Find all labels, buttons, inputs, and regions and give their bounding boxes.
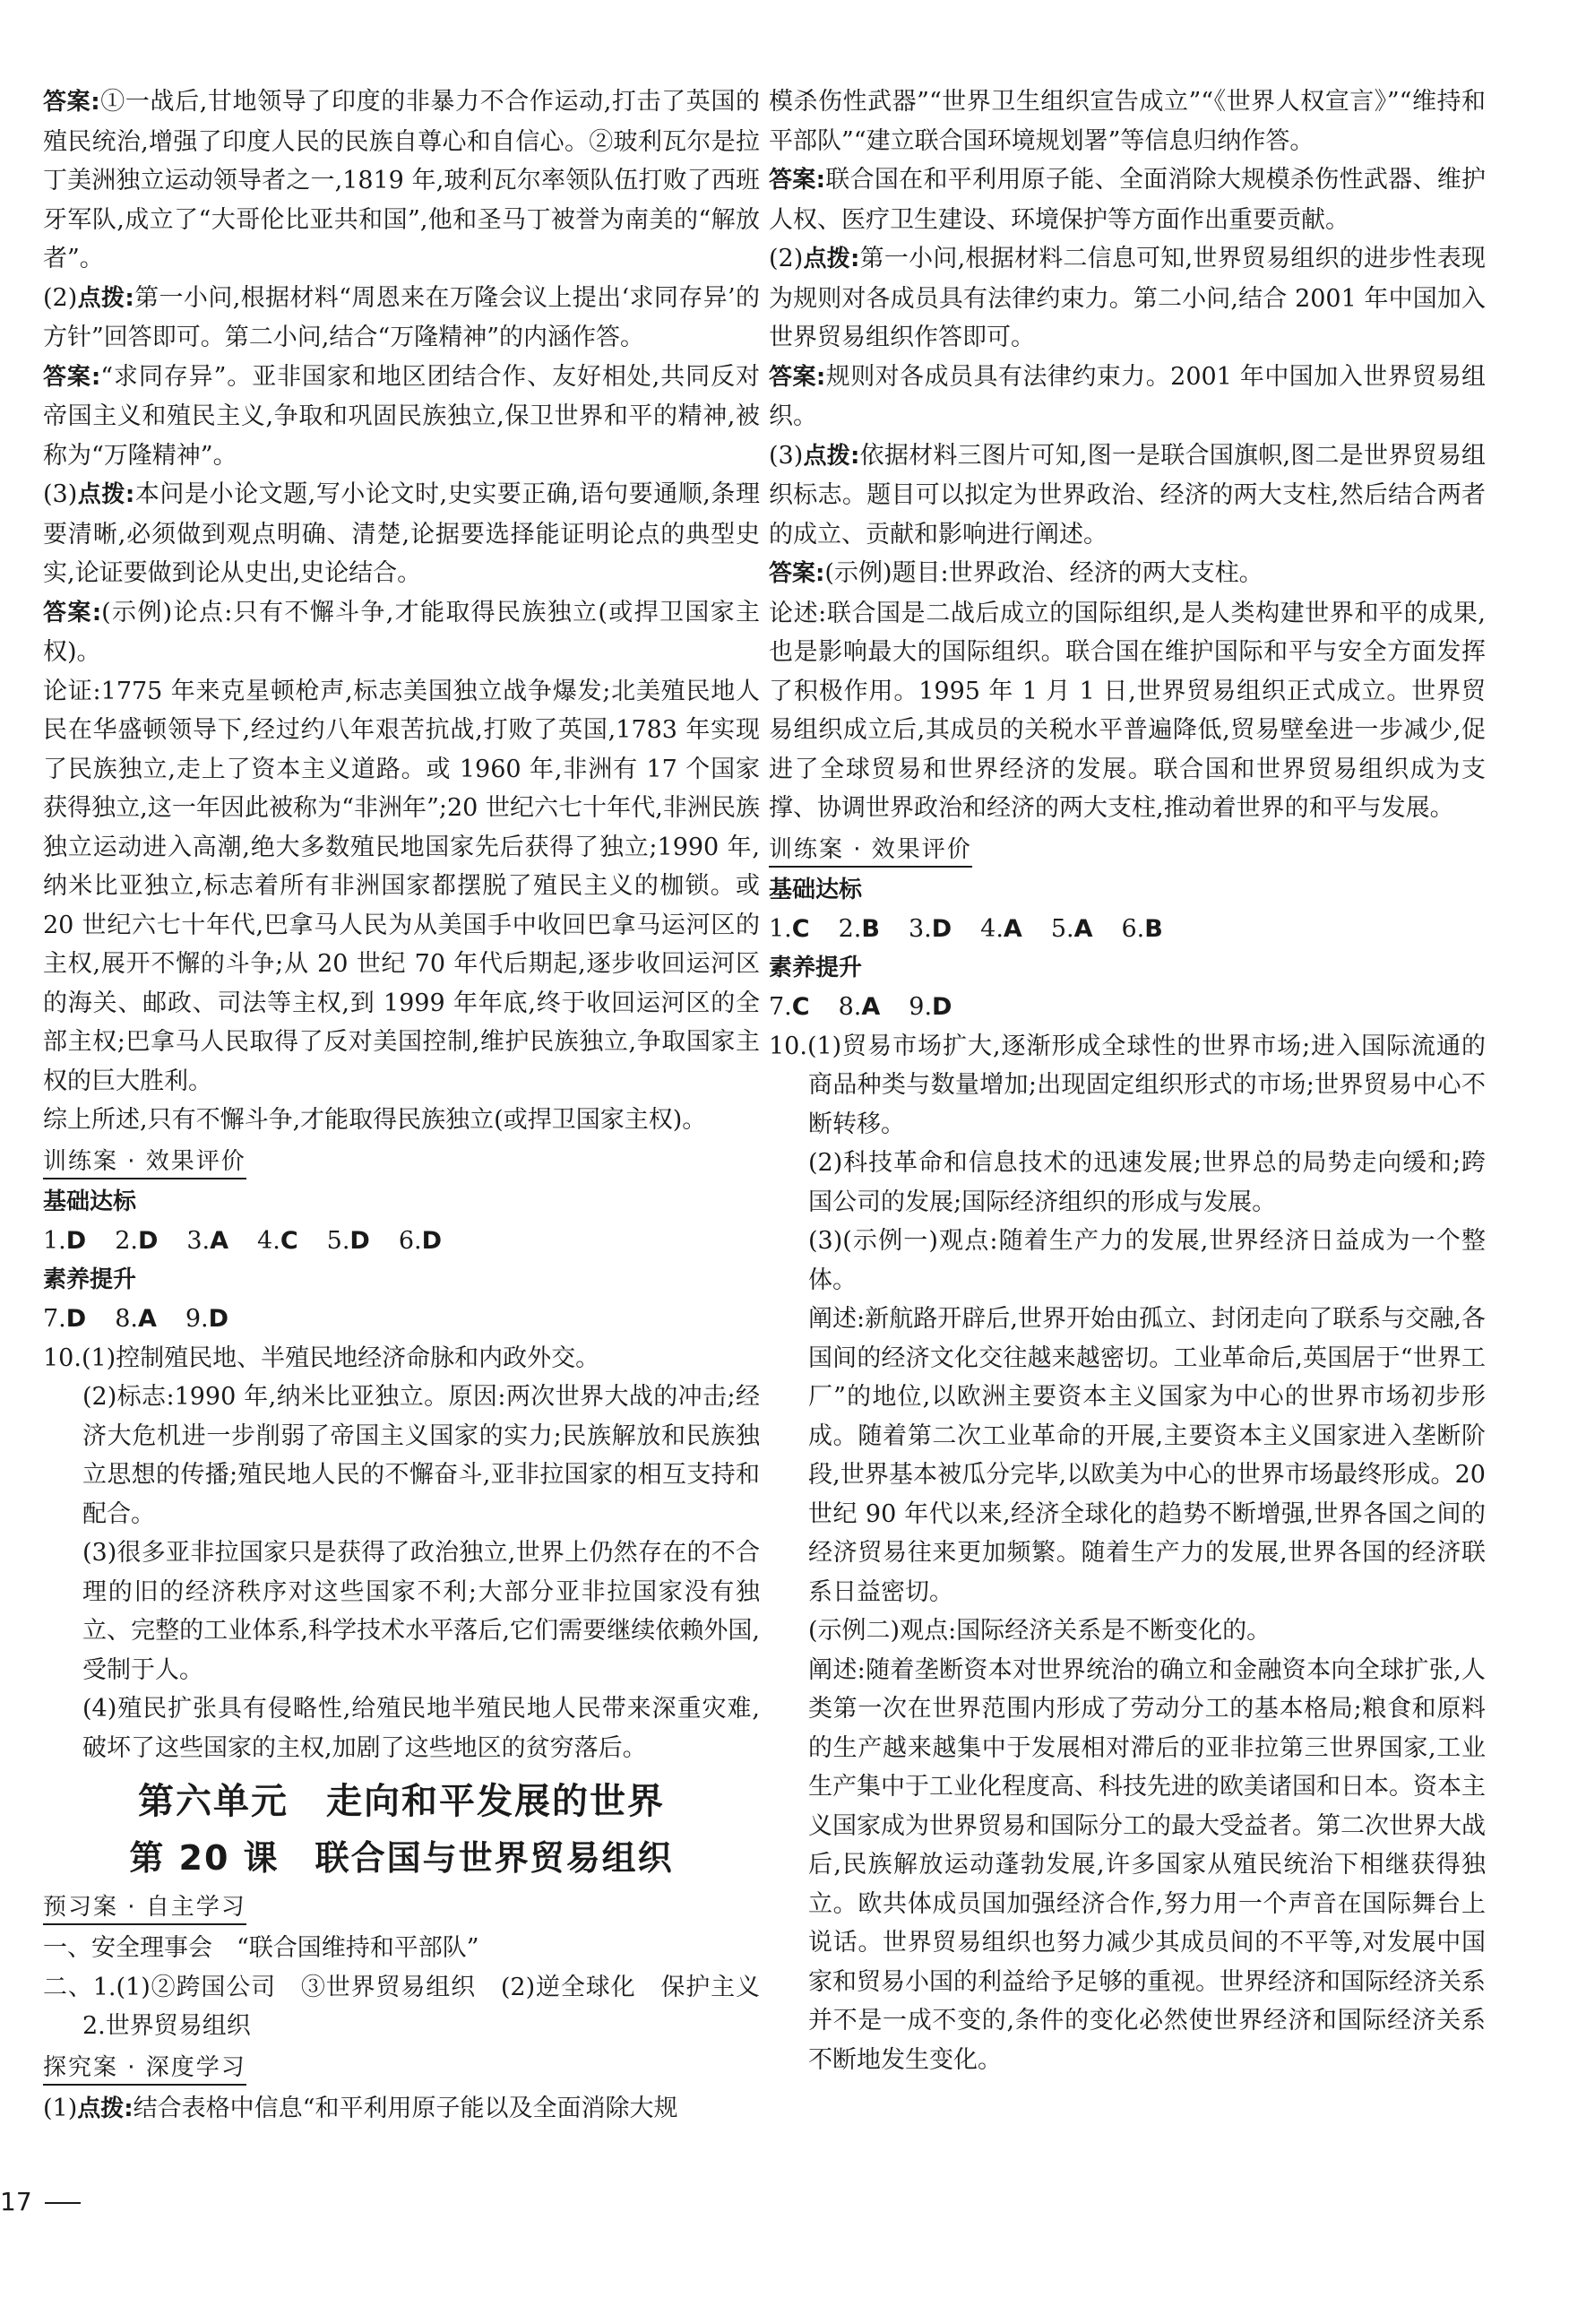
hint-label: 点拨: xyxy=(77,284,134,312)
preview-answer-2: 二、1.(1)②跨国公司 ③世界贸易组织 (2)逆全球化 保护主义 2.世界贸易组织 xyxy=(43,1973,784,2040)
section-tag-explore: 探究案 · 深度学习 xyxy=(43,2052,246,2086)
page-number: 17 xyxy=(0,2187,32,2216)
section-tag-training: 训练案 · 效果评价 xyxy=(43,1145,246,1179)
hint-label: 点拨: xyxy=(77,481,135,508)
section-tag-preview: 预习案 · 自主学习 xyxy=(43,1891,246,1925)
answer-label: 答案: xyxy=(769,560,825,587)
preview-answer-1: 一、安全理事会 “联合国维持和平部队” xyxy=(43,1934,479,1962)
question-10-part-3: (3)(示例一)观点:随着生产力的发展,世界经济日益成为一个整体。 xyxy=(808,1227,1486,1294)
answer-paragraph: 答案:“求同存异”。亚非国家和地区团结合作、友好相处,共同反对帝国主义和殖民主义,争取和巩固民族独立,保卫世界和平的精神,被称为“万隆精神”。 xyxy=(43,362,760,470)
subheading-improve: 素养提升 xyxy=(769,954,863,981)
question-10-part-3-elaboration-1: 阐述:新航路开辟后,世界开始由孤立、封闭走向了联系与交融,各国间的经济文化交往越来越密切。工业革命后,英国居于“世界工厂”的地位,以欧洲主要资本主义国家为中心的世界市场初步形成。随着第二次工业革命的开展,主要资本主义国家进入垄断阶段,世界基本被瓜分完毕,以欧美为中心的世界市场最终形成。20 世纪 90 年代以来,经济全球化的趋势不断增强,世界各国之间的经济贸易往来更加频繁。随着生产力的发展,世界各国的经济联系日益密切。 xyxy=(808,1305,1486,1606)
basic-answers-right: 1.C 2.B 3.D 4.A 5.A 6.B xyxy=(769,915,1163,943)
question-10-part-3-example-2: (示例二)观点:国际经济关系是不断变化的。 xyxy=(808,1617,1271,1645)
question-10-part-3-elaboration-2: 阐述:随着垄断资本对世界统治的确立和金融资本向全球扩张,人类第一次在世界范围内形成了劳动分工的基本格局;粮食和原料的生产越来越集中于发展相对滞后的亚非拉第三世界国家,工业生产集中于工业化程度高、科技先进的欧美诸国和日本。资本主义国家成为世界贸易和国际分工的最大受益者。第二次世界大战后,民族解放运动蓬勃发展,许多国家从殖民统治下相继获得独立。欧共体成员国加强经济合作,努力用一个声音在国际舞台上说话。世界贸易组织也努力减少其成员间的不平等,对发展中国家和贸易小国的利益给予足够的重视。世界经济和国际经济关系并不是一成不变的,条件的变化必然使世界经济和国际经济关系不断地发生变化。 xyxy=(808,1655,1486,2074)
improve-answers-right: 7.C 8.A 9.D xyxy=(769,993,952,1021)
section-tag-training: 训练案 · 效果评价 xyxy=(769,834,972,868)
essay-paragraph: 论述:联合国是二战后成立的国际组织,是人类构建世界和平的成果,也是影响最大的国际组织。联合国在维护国际和平与安全方面发挥了积极作用。1995 年 1 月 1 日,世界贸易组织正式成立。世界贸易组织成立后,其成员的关税水平普遍降低,贸易壁垒进一步减少,促进了全球贸易和世界经济的发展。联合国和世界贸易组织成为支撑、协调世界政治和经济的两大支柱,推动着世界的和平与发展。 xyxy=(769,599,1486,822)
footer-dash xyxy=(45,2202,81,2204)
explore-hint-paragraph: (1)点拨:结合表格中信息“和平利用原子能以及全面消除大规 xyxy=(43,2094,678,2122)
subheading-basic: 基础达标 xyxy=(43,1188,137,1215)
answer-paragraph: 答案:规则对各成员具有法律约束力。2001 年中国加入世界贸易组织。 xyxy=(769,362,1486,430)
basic-answers-left: 1.D 2.D 3.A 4.C 5.D 6.D xyxy=(43,1227,443,1255)
answer-paragraph: 答案:(示例)论点:只有不懈斗争,才能取得民族独立(或捍卫国家主权)。 xyxy=(43,598,760,666)
answer-label: 答案: xyxy=(769,167,825,194)
subheading-improve: 素养提升 xyxy=(43,1266,137,1293)
unit-title: 第六单元 走向和平发展的世界 xyxy=(138,1781,665,1822)
hint-paragraph: (2)点拨:第一小问,根据材料“周恩来在万隆会议上提出‘求同存异’的方针”回答即可。第二小问,结合“万隆精神”的内涵作答。 xyxy=(43,283,760,351)
question-10-part-1: 10.(1)控制殖民地、半殖民地经济命脉和内政外交。 xyxy=(43,1343,600,1372)
question-10-part-1: 10.(1)贸易市场扩大,逐渐形成全球性的世界市场;进入国际流通的商品种类与数量增加;出现固定组织形式的市场;世界贸易中心不断转移。 xyxy=(769,1032,1486,1138)
question-10-part-2: (2)标志:1990 年,纳米比亚独立。原因:两次世界大战的冲击;经济大危机进一步削弱了帝国主义国家的实力;民族解放和民族独立思想的传播;殖民地人民的不懈奋斗,亚非拉国家的相互支持和配合。 xyxy=(82,1383,760,1528)
hint-paragraph: (3)点拨:依据材料三图片可知,图一是联合国旗帜,图二是世界贸易组织标志。题目可以拟定为世界政治、经济的两大支柱,然后结合两者的成立、贡献和影响进行阐述。 xyxy=(769,441,1486,549)
hint-paragraph: (3)点拨:本问是小论文题,写小论文时,史实要正确,语句要通顺,条理要清晰,必须做到观点明确、清楚,论据要选择能证明论点的典型史实,论证要做到论从史出,史论结合。 xyxy=(43,480,760,587)
answer-paragraph: 答案:(示例)题目:世界政治、经济的两大支柱。 xyxy=(769,559,1263,587)
answer-label: 答案: xyxy=(43,599,102,626)
conclusion-paragraph: 综上所述,只有不懈斗争,才能取得民族独立(或捍卫国家主权)。 xyxy=(43,1106,707,1134)
question-10-part-3: (3)很多亚非拉国家只是获得了政治独立,世界上仍然存在的不合理的旧的经济秩序对这些国家不利;大部分亚非拉国家没有独立、完整的工业体系,科学技术水平落后,它们需要继续依赖外国,受制于人。 xyxy=(82,1539,760,1684)
hint-label: 点拨: xyxy=(77,2095,134,2122)
question-10-part-4: (4)殖民扩张具有侵略性,给殖民地半殖民地人民带来深重灾难,破坏了这些国家的主权,加剧了这些地区的贫穷落后。 xyxy=(82,1695,760,1762)
right-column xyxy=(769,82,1486,2079)
hint-label: 点拨: xyxy=(803,246,860,272)
improve-answers-left: 7.D 8.A 9.D xyxy=(43,1305,229,1333)
page-footer xyxy=(0,2187,81,2216)
answer-label: 答案: xyxy=(43,363,101,391)
answer-label: 答案: xyxy=(43,89,100,116)
question-10-part-2: (2)科技革命和信息技术的迅速发展;世界总的局势走向缓和;跨国公司的发展;国际经济组织的形成与发展。 xyxy=(808,1149,1486,1216)
answer-paragraph: 答案:联合国在和平利用原子能、全面消除大规模杀伤性武器、维护人权、医疗卫生建设、环境保护等方面作出重要贡献。 xyxy=(769,166,1486,234)
answer-label: 答案: xyxy=(769,363,826,391)
hint-paragraph: (2)点拨:第一小问,根据材料二信息可知,世界贸易组织的进步性表现为规则对各成员具有法律约束力。第二小问,结合 2001 年中国加入世界贸易组织作答即可。 xyxy=(769,245,1486,351)
subheading-basic: 基础达标 xyxy=(769,876,863,903)
answer-paragraph: 答案:①一战后,甘地领导了印度的非暴力不合作运动,打击了英国的殖民统治,增强了印度人民的民族自尊心和自信心。②玻利瓦尔是拉丁美洲独立运动领导者之一,1819 年,玻利瓦尔率领队伍打败了西班牙军队,成立了“大哥伦比亚共和国”,他和圣马丁被誉为南美的“解放者”。 xyxy=(43,88,760,272)
left-column xyxy=(43,82,784,2129)
hint-continuation: 模杀伤性武器”“世界卫生组织宣告成立”“《世界人权宣言》”“维持和平部队”“建立联合国环境规划署”等信息归纳作答。 xyxy=(769,88,1486,155)
hint-label: 点拨: xyxy=(803,442,860,470)
lesson-title: 第 20 课 联合国与世界贸易组织 xyxy=(129,1838,674,1878)
argument-paragraph: 论证:1775 年来克星顿枪声,标志美国独立战争爆发;北美殖民地人民在华盛顿领导下,经过约八年艰苦抗战,打败了英国,1783 年实现了民族独立,走上了资本主义道路。或 1960 年,非洲有 17 个国家获得独立,这一年因此被称为“非洲年”;20 世纪六七十年代,非洲民族独立运动进入高潮,绝大多数殖民地国家先后获得了独立;1990 年,纳米比亚独立,标志着所有非洲国家都摆脱了殖民主义的枷锁。或 20 世纪六七十年代,巴拿马人民为从美国手中收回巴拿马运河区的主权,展开不懈的斗争;从 20 世纪 70 年代后期起,逐步收回运河区的海关、邮政、司法等主权,到 1999 年年底,终于收回运河区的全部主权;巴拿马人民取得了反对美国控制,维护民族独立,争取国家主权的巨大胜利。 xyxy=(43,677,760,1095)
